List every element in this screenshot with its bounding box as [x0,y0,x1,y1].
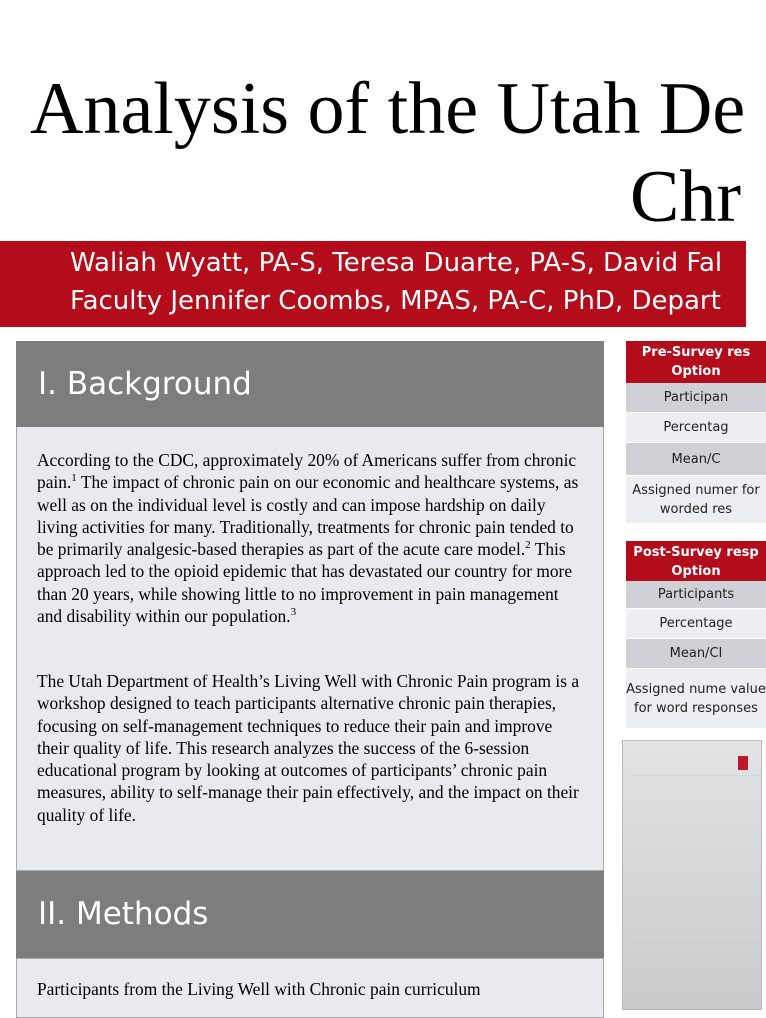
pre-survey-row-mean-ci: Mean/C [626,443,766,476]
post-survey-row-assigned-value: Assigned nume value for word responses [626,669,766,729]
post-survey-table [626,541,766,729]
pre-survey-table [626,341,766,524]
post-survey-header: Post-Survey resp Option [626,541,766,581]
poster-title-line-1: Analysis of the Utah De [30,68,746,150]
author-band [0,241,746,327]
figure-gridline [629,937,759,938]
poster-title-line-2: Chr [630,156,741,238]
figure-gridline [629,775,759,776]
figure-gridline [629,883,759,884]
results-figure [622,740,762,1010]
figure-gridline [629,829,759,830]
pre-survey-row-percentage: Percentag [626,413,766,443]
faculty-affiliation: Faculty Jennifer Coombs, MPAS, PA-C, PhD, Depart [70,286,721,316]
methods-heading: II. Methods [16,871,604,958]
methods-paragraph-1: Participants from the Living Well with Chronic pain curriculum [37,979,481,999]
post-survey-row-mean-ci: Mean/CI [626,639,766,669]
background-heading: I. Background [16,341,604,427]
post-survey-row-participants: Participants [626,581,766,609]
background-paragraph-1: According to the CDC, approximately 20% of Americans suffer from chronic pain.$^1$ The impact of chronic pain on our economic and healthcare systems, as well as on the individual level is costly and can impose hardship on daily living activities for many. Traditionally, treatments for chronic pain tended to be primarily analgesic-based therapies as part of the acute care model.$^2$ This approach led to the opioid epidemic that has devastated our country for more than 20 years, while showing little to no improvement in pain management and disability within our population.$^3$ [37,450,579,627]
background-paragraph-2: The Utah Department of Health’s Living Well with Chronic Pain program is a workshop designed to teach participants alternative chronic pain therapies, focusing on self-management techniques to reduce their pain and improve their quality of life. This research analyzes the success of the 6-session educational program by looking at outcomes of participants’ chronic pain measures, ability to self-manage their pain effectively, and the impact on their quality of life. [37,671,580,825]
pre-survey-row-assigned-value: Assigned numer for worded res [626,476,766,524]
author-list: Waliah Wyatt, PA-S, Teresa Duarte, PA-S, David Fal [70,248,723,278]
figure-red-mark [738,756,748,770]
pre-survey-row-participants: Participan [626,383,766,413]
pre-survey-header: Pre-Survey res Option [626,341,766,383]
post-survey-row-percentage: Percentage [626,609,766,639]
